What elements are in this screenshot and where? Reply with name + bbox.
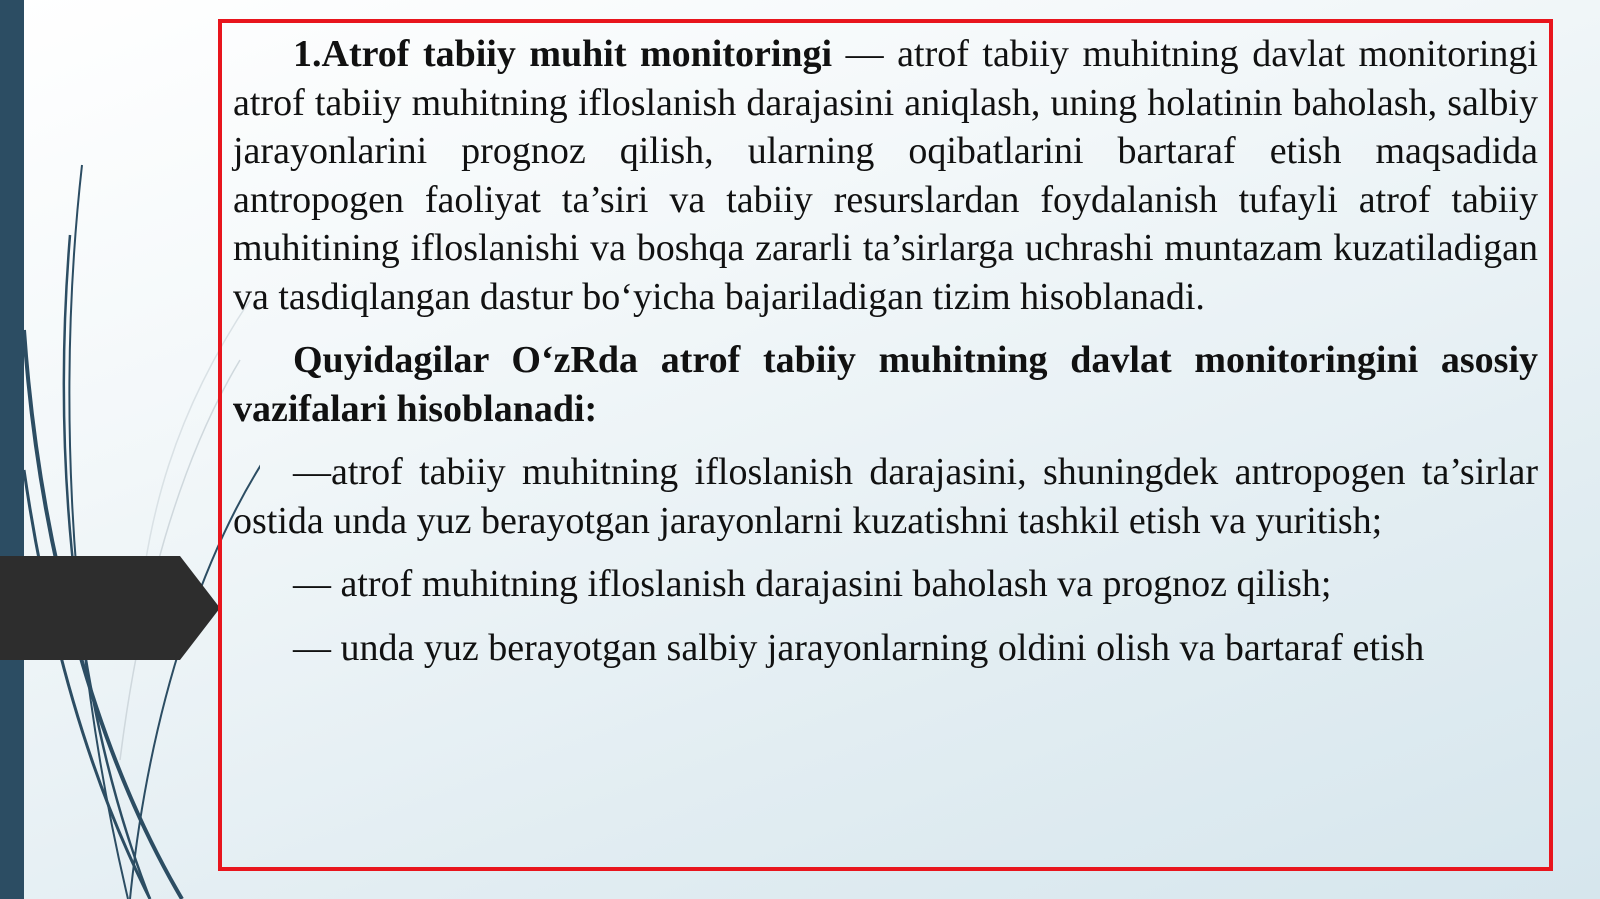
slide-text bbox=[233, 30, 1538, 672]
list-item: — atrof muhitning ifloslanish darajasini baholash va prognoz qilish; bbox=[293, 563, 1332, 605]
list-item: —atrof tabiiy muhitning ifloslanish darajasini, shuningdek antropogen ta’sirlar ostida unda yuz berayotgan jarayonlarni kuzatishni tashkil etish va yuritish; bbox=[233, 451, 1538, 542]
tasks-heading: Quyidagilar O‘zRda atrof tabiiy muhitning davlat monitoringini asosiy vazifalari hisoblanadi: bbox=[233, 339, 1538, 430]
definition-text: — atrof tabiiy muhitning davlat monitoringi atrof tabiiy muhitning ifloslanish darajasini aniqlash, uning holatinin baholash, salbiy jarayonlarini prognoz qilish, ularning oqibatlarini bartaraf etish maqsadida antropogen faoliyat ta’siri va tabiiy resurslardan foydalanish tufayli atrof tabiiy muhitining ifloslanishi va boshqa zararli ta’sirlarga uchrashi muntazam kuzatiladigan va tasdiqlangan dastur bo‘yicha bajariladigan tizim hisoblanadi. bbox=[233, 33, 1538, 318]
definition-paragraph bbox=[233, 30, 1538, 321]
list-item: — unda yuz berayotgan salbiy jarayonlarning oldini olish va bartaraf etish bbox=[293, 626, 1425, 669]
definition-term: 1.Atrof tabiiy muhit monitoringi bbox=[293, 33, 833, 75]
arrow-tab-shape bbox=[0, 0, 240, 899]
